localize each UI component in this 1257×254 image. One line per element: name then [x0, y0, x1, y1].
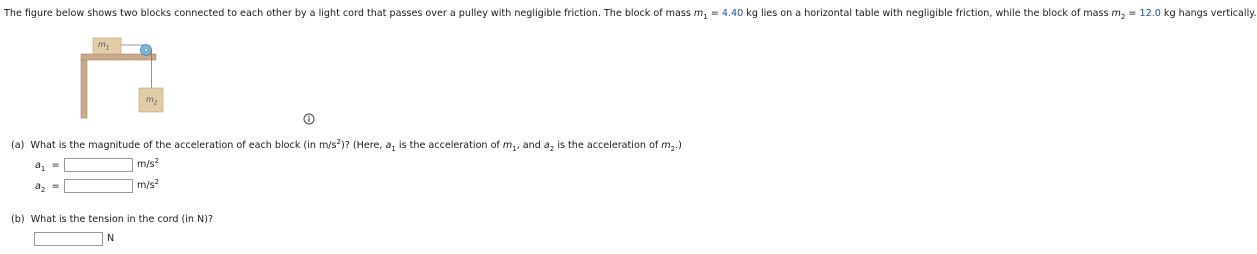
a2-symbol-inline: a [543, 140, 550, 151]
a2-input[interactable] [64, 179, 133, 193]
a1-label: $a_1$ = [35, 160, 60, 173]
intro-text-1: The figure below shows two blocks connected to each other by a light cord that passes over a pulley with negligible friction. The block of mass [4, 8, 694, 19]
part-a-text-2: )? (Here, [341, 140, 386, 151]
m2-subscript: 2 [1120, 12, 1126, 21]
m1-sub-inline: 1 [512, 144, 517, 153]
equals-2: = [1125, 8, 1140, 19]
tension-unit: N [107, 233, 115, 244]
a1-sub-inline: 1 [391, 144, 396, 153]
m2-symbol: m [1111, 8, 1121, 19]
part-a-text-5: is the acceleration of [554, 140, 662, 151]
a1-unit: $m/s^2$ [137, 156, 160, 170]
info-icon[interactable] [303, 113, 315, 125]
part-a-sup: 2 [336, 137, 342, 146]
block-m2-label: $m_2$ [146, 95, 158, 107]
problem-statement [4, 8, 1257, 19]
a1-symbol-inline: a [385, 140, 392, 151]
a2-label: $a_2$ = [35, 181, 60, 194]
m2-symbol-inline: m [661, 140, 671, 151]
part-a-question [11, 137, 682, 153]
block-m1-label: $m_1$ [98, 40, 110, 52]
pulley-figure [0, 28, 160, 128]
m1-subscript: 1 [703, 12, 708, 21]
a1-input[interactable] [64, 158, 133, 172]
part-a-text-3: is the acceleration of [395, 140, 503, 151]
m1-value: 4.40 [721, 8, 744, 19]
part-b-prefix: (b) [11, 214, 25, 225]
m2-sub-inline: 2 [670, 144, 676, 153]
m2-value: 12.0 [1139, 8, 1161, 19]
part-a-prefix: (a) [11, 140, 25, 151]
table-leg [81, 60, 87, 118]
a2-sub-inline: 2 [549, 144, 555, 153]
pulley-axle [145, 49, 148, 52]
m1-symbol: m [693, 8, 704, 19]
m1-symbol-inline: m [502, 140, 513, 151]
part-b-question [11, 214, 213, 225]
part-a-text-6: .) [675, 140, 682, 151]
intro-text-3: kg hangs vertically. [1160, 8, 1257, 19]
part-a-text-1: What is the magnitude of the acceleration of each block (in m/s [30, 140, 337, 151]
intro-text-2: kg lies on a horizontal table with negligible friction, while the block of mass [743, 8, 1112, 19]
equals-1: = [707, 8, 722, 19]
tension-input[interactable] [34, 232, 103, 246]
part-b-text: What is the tension in the cord (in N)? [30, 214, 214, 225]
a2-unit: $m/s^2$ [137, 177, 160, 191]
part-a-text-4: , and [516, 140, 544, 151]
